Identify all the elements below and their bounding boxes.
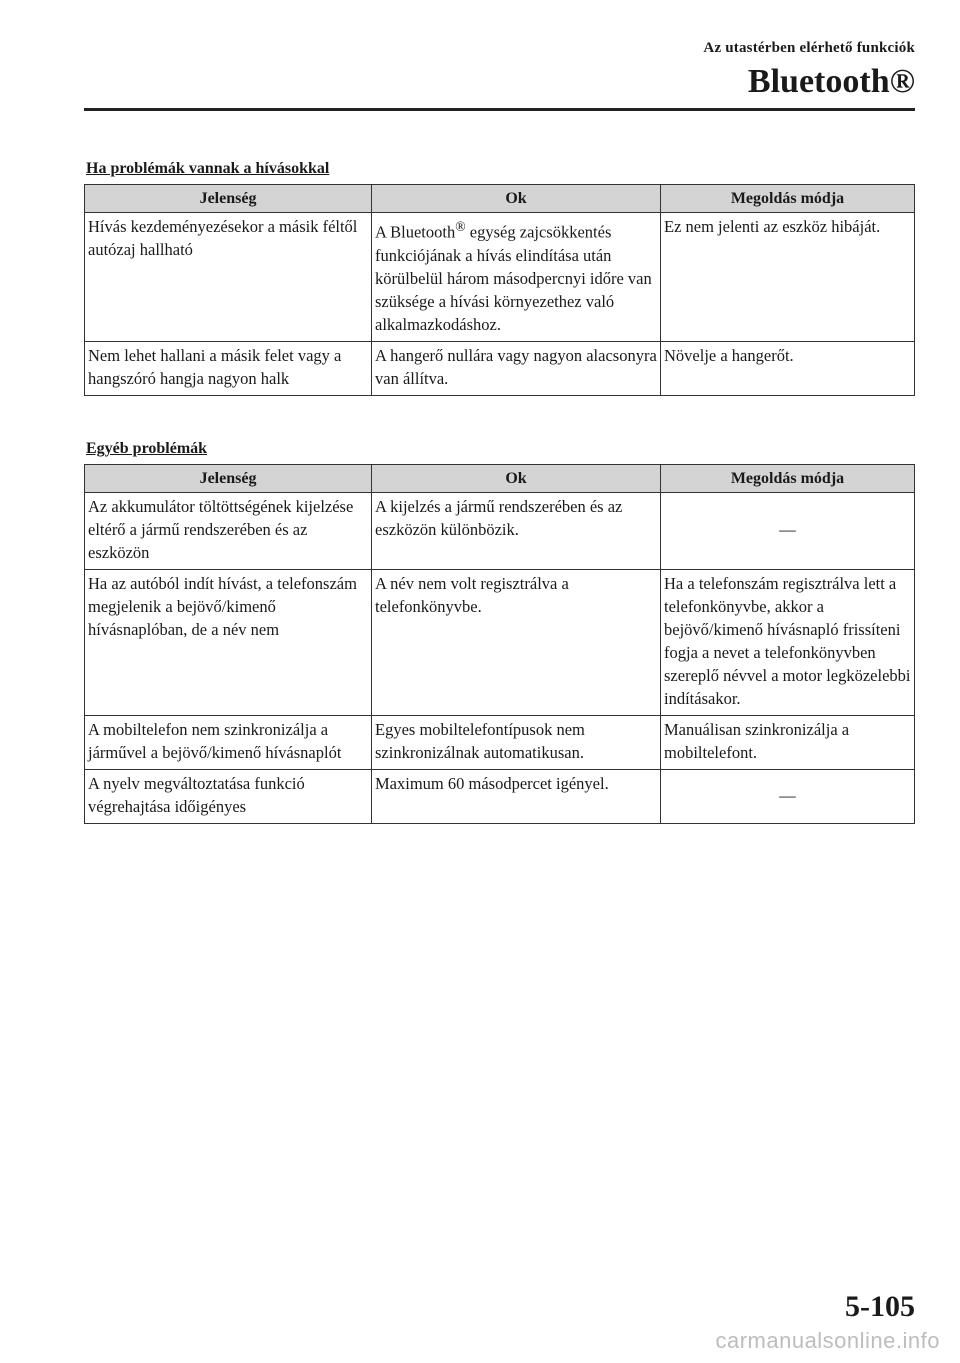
symptom-cell: Hívás kezdeményezésekor a másik féltől autózaj hallható (85, 213, 372, 342)
solution-cell: — (661, 493, 915, 570)
solution-cell: — (661, 770, 915, 824)
column-header-cause: Ok (372, 185, 661, 213)
table-row (85, 493, 915, 570)
page-header (703, 40, 915, 100)
table-row (85, 770, 915, 824)
table-row (85, 570, 915, 716)
table-row (85, 213, 915, 342)
column-header-symptom: Jelenség (85, 185, 372, 213)
calls-heading: Ha problémák vannak a hívásokkal (86, 160, 330, 177)
column-header-solution: Megoldás módja (661, 185, 915, 213)
registered-mark: ® (455, 219, 466, 234)
symptom-cell: A nyelv megváltoztatása funkció végrehajtása időigényes (85, 770, 372, 824)
symptom-cell: Ha az autóból indít hívást, a telefonszám megjelenik a bejövő/kimenő hívásnaplóban, de a név nem (85, 570, 372, 716)
column-header-cause: Ok (372, 465, 661, 493)
other-heading: Egyéb problémák (86, 440, 208, 457)
cause-cell: Egyes mobiltelefontípusok nem szinkronizálnak automatikusan. (372, 716, 661, 770)
symptom-cell: A mobiltelefon nem szinkronizálja a járművel a bejövő/kimenő hívásnaplót (85, 716, 372, 770)
table-row (85, 716, 915, 770)
watermark: carmanualsonline.info (715, 1328, 940, 1353)
cause-cell: A hangerő nullára vagy nagyon alacsonyra van állítva. (372, 341, 661, 395)
table-header-row (85, 185, 915, 213)
column-header-symptom: Jelenség (85, 465, 372, 493)
solution-cell: Ha a telefonszám regisztrálva lett a telefonkönyvbe, akkor a bejövő/kimenő hívásnapló frissíteni fogja a nevet a telefonkönyvben szereplő névvel a motor legközelebbi indításakor. (661, 570, 915, 716)
cause-text-suffix: egység zajcsökkentés funkciójának a hívás elindítása után körülbelül három másodpercnyi időre van szüksége a hívási környezethez való alkalmazkodáshoz. (375, 222, 652, 334)
chapter-title: Az utastérben elérhető funkciók (703, 40, 915, 56)
solution-cell: Manuálisan szinkronizálja a mobiltelefont. (661, 716, 915, 770)
cause-text-prefix: A Bluetooth (375, 222, 456, 242)
page-number: 5-105 (845, 1290, 915, 1323)
other-table (84, 464, 915, 824)
table-row (85, 341, 915, 395)
symptom-cell: Nem lehet hallani a másik felet vagy a hangszóró hangja nagyon halk (85, 341, 372, 395)
header-rule (84, 108, 915, 111)
section-title: Bluetooth® (747, 63, 915, 100)
cause-cell: A kijelzés a jármű rendszerében és az eszközön különbözik. (372, 493, 661, 570)
symptom-cell: Az akkumulátor töltöttségének kijelzése eltérő a jármű rendszerében és az eszközön (85, 493, 372, 570)
solution-cell: Növelje a hangerőt. (661, 341, 915, 395)
cause-cell: Maximum 60 másodpercet igényel. (372, 770, 661, 824)
table-header-row (85, 465, 915, 493)
calls-table (84, 184, 915, 396)
cause-cell: A név nem volt regisztrálva a telefonkönyvbe. (372, 570, 661, 716)
column-header-solution: Megoldás módja (661, 465, 915, 493)
cause-cell (372, 213, 661, 342)
solution-cell: Ez nem jelenti az eszköz hibáját. (661, 213, 915, 342)
